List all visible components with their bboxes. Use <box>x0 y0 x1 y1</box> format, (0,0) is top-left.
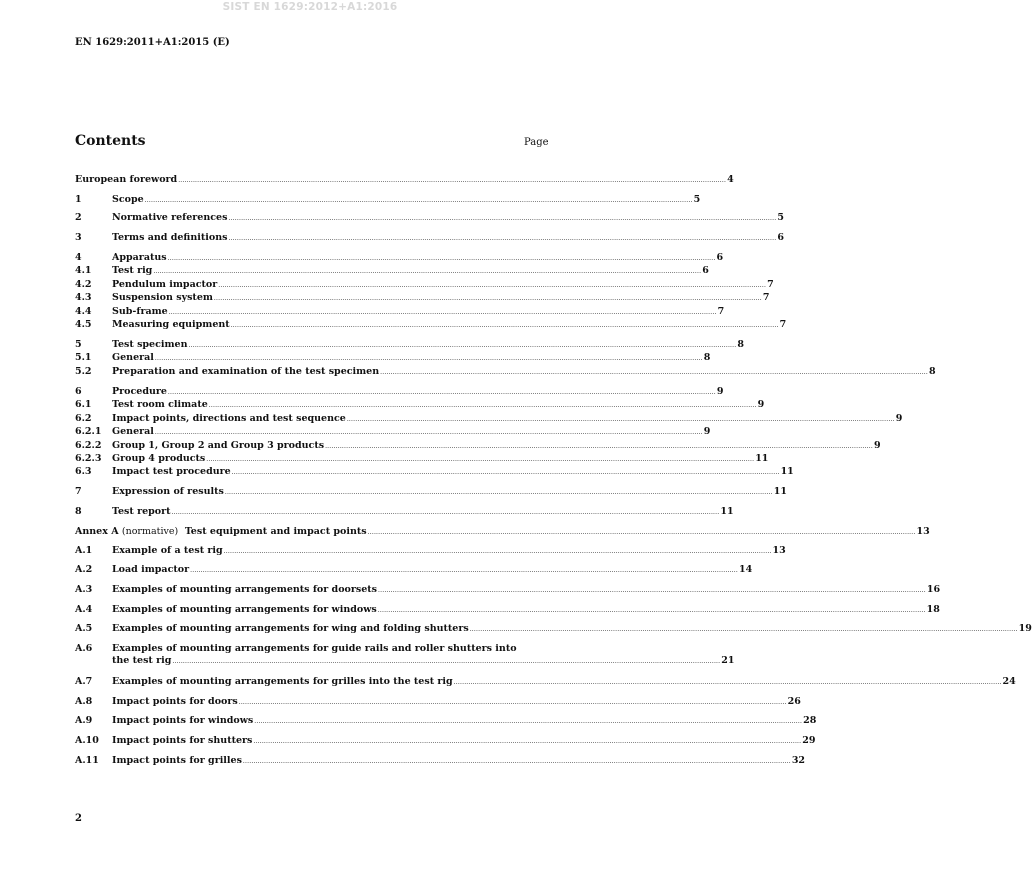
toc-entry-page: 7 <box>762 292 770 303</box>
toc-entry-page: 14 <box>739 564 753 575</box>
toc-leader-dots: .................................................................................................................................................................................................................................................................... <box>380 369 929 376</box>
toc-entry-4-5[interactable] <box>75 319 787 331</box>
toc-entry-4-2[interactable] <box>75 279 774 291</box>
toc-entry-page: 32 <box>791 755 806 766</box>
toc-entry-4[interactable] <box>75 252 724 264</box>
toc-entry-page: 16 <box>926 584 941 595</box>
toc-entry-title: Load impactor <box>112 564 190 575</box>
toc-leader-dots: .................................................................................................................................................................................................................................................................... <box>228 215 777 222</box>
toc-leader-dots: .................................................................................................................................................................................................................................................................... <box>231 469 780 476</box>
toc-entry-title: Preparation and examination of the test specimen <box>112 366 380 377</box>
toc-entry-page: 13 <box>916 526 930 537</box>
toc-entry-number: 6.2.1 <box>75 426 102 437</box>
toc-entry-number: 4.1 <box>75 265 92 276</box>
toc-entry-4-1[interactable] <box>75 265 709 277</box>
toc-entry-title: Test report <box>112 506 171 517</box>
toc-entry-page: 11 <box>780 466 794 477</box>
toc-entry-line2 <box>112 655 735 668</box>
toc-entry-a9[interactable] <box>75 715 817 727</box>
toc-entry-a3[interactable] <box>75 584 941 596</box>
toc-entry-number: 6.2.2 <box>75 440 102 451</box>
toc-entry-page: 26 <box>787 696 801 707</box>
toc-entry-number: A.6 <box>75 643 93 654</box>
toc-leader-dots: .................................................................................................................................................................................................................................................................... <box>178 177 727 184</box>
toc-entry-title: Impact points for windows <box>112 715 254 726</box>
toc-leader-dots: .................................................................................................................................................................................................................................................................... <box>453 679 1002 686</box>
toc-entry-number: 5.1 <box>75 352 92 363</box>
toc-entry-3[interactable] <box>75 232 784 244</box>
toc-entry-page: 13 <box>772 545 786 556</box>
toc-entry-page: 9 <box>703 426 711 437</box>
toc-leader-dots: .................................................................................................................................................................................................................................................................... <box>208 402 757 409</box>
toc-entry-title: Sub-frame <box>112 306 168 317</box>
toc-entry-a5[interactable] <box>75 623 1032 635</box>
toc-entry-number: 3 <box>75 232 82 243</box>
toc-entry-number: A.1 <box>75 545 93 556</box>
toc-entry-page: 5 <box>777 212 784 223</box>
toc-entry-5[interactable] <box>75 339 745 351</box>
toc-entry-6-1[interactable] <box>75 399 765 411</box>
toc-entry-number: A.10 <box>75 735 99 746</box>
toc-entry-6-3[interactable] <box>75 466 794 478</box>
toc-entry-6-2[interactable] <box>75 413 903 425</box>
toc-leader-dots: .................................................................................................................................................................................................................................................................... <box>230 322 779 329</box>
toc-entry-page: 9 <box>716 386 724 397</box>
toc-entry-a11[interactable] <box>75 755 806 767</box>
toc-entry-title: Impact points, directions and test sequence <box>112 413 346 424</box>
toc-entry-page: 11 <box>720 506 734 517</box>
toc-entry-6-2-1[interactable] <box>75 426 711 438</box>
toc-entry-number: 4.3 <box>75 292 92 303</box>
toc-entry-5-1[interactable] <box>75 352 711 364</box>
toc-entry-annex-a[interactable] <box>75 526 930 538</box>
toc-entry-number: 2 <box>75 212 82 223</box>
toc-entry-number: 6.2 <box>75 413 92 424</box>
toc-entry-title: Group 4 products <box>112 453 206 464</box>
toc-entry-2[interactable] <box>75 212 784 224</box>
toc-entry-a6[interactable] <box>75 643 735 667</box>
toc-entry-number: 6 <box>75 386 82 397</box>
toc-entry-number: A.8 <box>75 696 93 707</box>
toc-entry-page: 6 <box>716 252 724 263</box>
toc-entry-number: 6.2.3 <box>75 453 102 464</box>
toc-entry-a2[interactable] <box>75 564 753 576</box>
toc-entry-7[interactable] <box>75 486 787 498</box>
toc-entry-page: 7 <box>717 306 725 317</box>
toc-leader-dots: .................................................................................................................................................................................................................................................................... <box>224 489 773 496</box>
toc-leader-dots: .................................................................................................................................................................................................................................................................... <box>171 509 720 516</box>
toc-leader-dots: .................................................................................................................................................................................................................................................................... <box>469 626 1018 633</box>
toc-leader-dots: .................................................................................................................................................................................................................................................................... <box>153 268 702 275</box>
toc-entry-number: A.11 <box>75 755 99 766</box>
toc-entry-title: Test room climate <box>112 399 208 410</box>
toc-entry-title: Examples of mounting arrangements for doorsets <box>112 584 377 595</box>
toc-entry-page: 8 <box>929 366 936 377</box>
toc-entry-title: Suspension system <box>112 292 213 303</box>
toc-entry-page: 24 <box>1002 676 1016 687</box>
toc-entry-title-line2: the test rig <box>112 655 172 666</box>
toc-entry-title: Examples of mounting arrangements for wing and folding shutters <box>112 623 469 634</box>
toc-entry-title: Example of a test rig <box>112 545 223 556</box>
toc-leader-dots: .................................................................................................................................................................................................................................................................... <box>213 295 762 302</box>
toc-leader-dots: .................................................................................................................................................................................................................................................................... <box>253 738 802 745</box>
toc-leader-dots: .................................................................................................................................................................................................................................................................... <box>254 718 803 725</box>
toc-entry-page: 21 <box>721 655 735 666</box>
toc-leader-dots: .................................................................................................................................................................................................................................................................... <box>223 548 772 555</box>
toc-entry-title-line1: Examples of mounting arrangements for guide rails and roller shutters into <box>112 643 517 654</box>
toc-entry-title: Scope <box>112 194 144 205</box>
toc-entry-page: 19 <box>1018 623 1032 634</box>
toc-entry-number: A.5 <box>75 623 93 634</box>
toc-entry-page: 4 <box>727 174 734 185</box>
toc-entry-title: Test rig <box>112 265 153 276</box>
toc-entry-title: European foreword <box>75 174 178 185</box>
toc-entry-title: Apparatus <box>112 252 167 263</box>
toc-entry-page: 6 <box>702 265 709 276</box>
toc-entry-number: 1 <box>75 194 82 205</box>
toc-entry-title: Impact points for shutters <box>112 735 253 746</box>
toc-entry-5-2[interactable] <box>75 366 936 378</box>
toc-entry-page: 9 <box>895 413 903 424</box>
toc-entry-title: Measuring equipment <box>112 319 230 330</box>
toc-entry-4-4[interactable] <box>75 306 725 318</box>
toc-leader-dots: .................................................................................................................................................................................................................................................................... <box>378 587 926 594</box>
toc-entry-number: 4.4 <box>75 306 92 317</box>
toc-entry-number: A.9 <box>75 715 93 726</box>
toc-entry-number: A.2 <box>75 564 93 575</box>
toc-entry-title: Pendulum impactor <box>112 279 218 290</box>
toc-leader-dots: .................................................................................................................................................................................................................................................................... <box>144 197 693 204</box>
toc-leader-dots: .................................................................................................................................................................................................................................................................... <box>377 607 926 614</box>
toc-entry-title: Normative references <box>112 212 228 223</box>
toc-entry-6[interactable] <box>75 386 724 398</box>
toc-entry-title <box>75 526 367 538</box>
toc-leader-dots: .................................................................................................................................................................................................................................................................... <box>228 235 777 242</box>
toc-entry-title: Impact points for grilles <box>112 755 242 766</box>
toc-entry-page: 28 <box>803 715 817 726</box>
toc-entry-number: 6.3 <box>75 466 92 477</box>
annex-prefix: Annex A <box>75 526 119 537</box>
toc-entry-title: Examples of mounting arrangements for windows <box>112 604 377 615</box>
toc-entry-number: 8 <box>75 506 82 517</box>
toc-entry-page: 11 <box>755 453 769 464</box>
toc-entry-8[interactable] <box>75 506 734 518</box>
toc-entry-title: Terms and definitions <box>112 232 228 243</box>
toc-entry-title: General <box>112 352 154 363</box>
toc-entry-6-2-3[interactable] <box>75 453 769 465</box>
document-id: EN 1629:2011+A1:2015 (E) <box>75 37 230 48</box>
toc-leader-dots: .................................................................................................................................................................................................................................................................... <box>168 309 717 316</box>
toc-entry-page: 5 <box>693 194 701 205</box>
toc-entry-title: Expression of results <box>112 486 224 497</box>
toc-entry-title: Examples of mounting arrangements for grilles into the test rig <box>112 676 453 687</box>
toc-entry-title: General <box>112 426 154 437</box>
toc-leader-dots: .................................................................................................................................................................................................................................................................... <box>346 416 895 423</box>
contents-heading: Contents <box>75 133 146 149</box>
toc-entry-a8[interactable] <box>75 696 801 708</box>
annex-title: Test equipment and impact points <box>184 526 367 537</box>
toc-entry-page: 9 <box>873 440 881 451</box>
toc-leader-dots: .................................................................................................................................................................................................................................................................... <box>206 456 755 463</box>
toc-leader-dots: .................................................................................................................................................................................................................................................................... <box>167 389 716 396</box>
toc-entry-number: A.3 <box>75 584 93 595</box>
toc-entry-page: 8 <box>703 352 711 363</box>
toc-entry-page: 7 <box>779 319 787 330</box>
toc-leader-dots: .................................................................................................................................................................................................................................................................... <box>242 758 791 765</box>
toc-entry-number: 4 <box>75 252 82 263</box>
toc-leader-dots: .................................................................................................................................................................................................................................................................... <box>188 342 737 349</box>
toc-entry-number: A.4 <box>75 604 93 615</box>
toc-entry-4-3[interactable] <box>75 292 770 304</box>
toc-entry-title: Test specimen <box>112 339 188 350</box>
toc-entry-number: A.7 <box>75 676 93 687</box>
toc-entry-number: 6.1 <box>75 399 92 410</box>
toc-leader-dots: .................................................................................................................................................................................................................................................................... <box>367 529 916 536</box>
toc-leader-dots: .................................................................................................................................................................................................................................................................... <box>154 355 703 362</box>
toc-leader-dots: .................................................................................................................................................................................................................................................................... <box>190 567 738 574</box>
toc-entry-number: 4.5 <box>75 319 92 330</box>
page-number: 2 <box>75 813 82 824</box>
toc-entry-page: 11 <box>773 486 787 497</box>
toc-entry-number: 4.2 <box>75 279 92 290</box>
toc-entry-a7[interactable] <box>75 676 1016 688</box>
toc-entry-number: 5.2 <box>75 366 92 377</box>
toc-leader-dots: .................................................................................................................................................................................................................................................................... <box>172 658 721 665</box>
toc-leader-dots: .................................................................................................................................................................................................................................................................... <box>154 429 703 436</box>
toc-entry-a10[interactable] <box>75 735 816 747</box>
toc-entry-title: Impact points for doors <box>112 696 238 707</box>
toc-leader-dots: .................................................................................................................................................................................................................................................................... <box>218 282 767 289</box>
watermark: SIST EN 1629:2012+A1:2016 <box>222 1 398 13</box>
toc-entry-title: Impact test procedure <box>112 466 231 477</box>
toc-entry-page: 18 <box>926 604 940 615</box>
toc-entry-number: 5 <box>75 339 82 350</box>
toc-entry-number: 7 <box>75 486 82 497</box>
toc-entry-1[interactable] <box>75 194 701 206</box>
annex-qualifier: (normative) <box>121 526 179 537</box>
toc-entry-page: 7 <box>767 279 774 290</box>
toc-entry-a1[interactable] <box>75 545 786 557</box>
toc-entry-page: 6 <box>777 232 784 243</box>
toc-entry-title: Group 1, Group 2 and Group 3 products <box>112 440 325 451</box>
toc-entry-6-2-2[interactable] <box>75 440 881 452</box>
toc-entry-a4[interactable] <box>75 604 940 616</box>
toc-entry-page: 9 <box>757 399 765 410</box>
toc-entry-page: 29 <box>802 735 816 746</box>
toc-entry-title: Procedure <box>112 386 167 397</box>
toc-leader-dots: .................................................................................................................................................................................................................................................................... <box>238 699 787 706</box>
toc-entry-european-foreword[interactable] <box>75 174 734 186</box>
toc-leader-dots: .................................................................................................................................................................................................................................................................... <box>325 443 873 450</box>
toc-entry-page: 8 <box>737 339 745 350</box>
toc-leader-dots: .................................................................................................................................................................................................................................................................... <box>167 255 716 262</box>
page-column-label: Page <box>524 137 549 148</box>
